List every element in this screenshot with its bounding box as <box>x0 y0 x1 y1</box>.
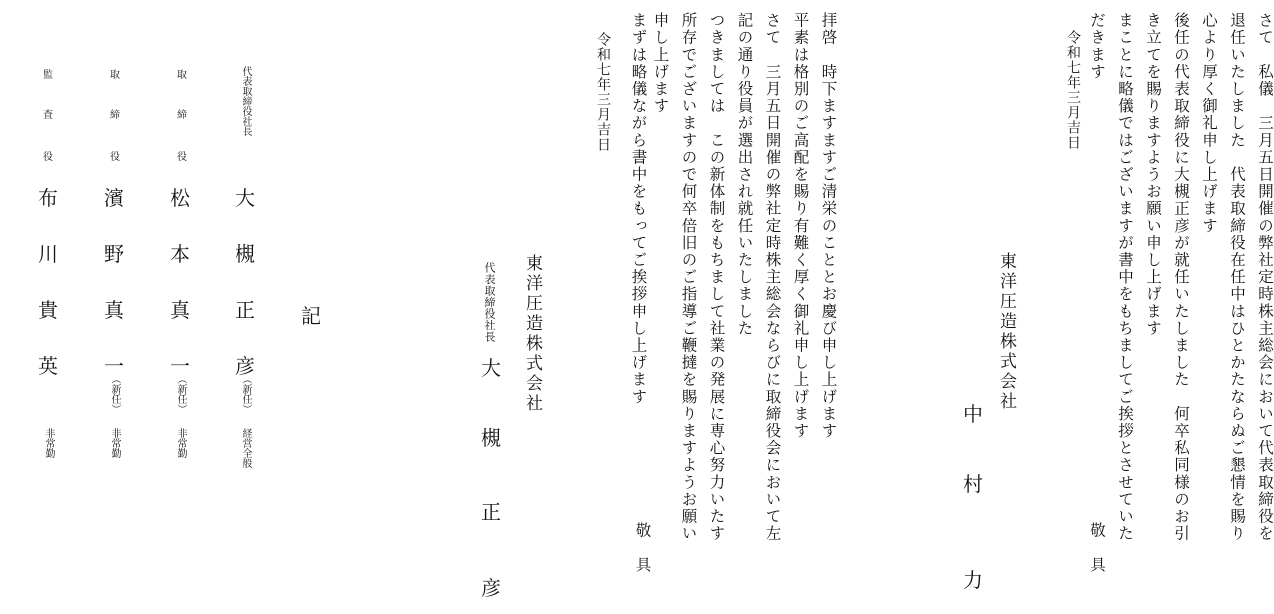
name-char: 真 <box>170 298 190 322</box>
name-char: 松 <box>170 186 190 210</box>
notice-line: 所存でございますので何卒倍旧のご指導ご鞭撻を賜りますようお願い <box>679 12 698 543</box>
officer-status: （新任） <box>240 374 251 414</box>
notice-line: 心より厚く御礼申し上げます <box>1200 12 1218 235</box>
signer-name <box>958 398 988 593</box>
notice-line: さて 私儀 三月五日開催の弊社定時株主総会において代表取締役を <box>1256 12 1274 543</box>
title-char: 取 <box>177 70 187 81</box>
notice-line: まことに略儀ではございますが書中をもちましてご挨拶とさせていた <box>1116 12 1134 543</box>
officer-name <box>231 182 259 379</box>
closing-keigu: 敬 具 <box>633 522 652 574</box>
signer-char: 力 <box>963 568 983 592</box>
name-char: 大 <box>235 186 255 210</box>
notice-line: 申し上げます <box>651 12 670 115</box>
title-char: 締 <box>177 110 187 121</box>
officer-status: （新任） <box>175 374 186 414</box>
title-char: 締 <box>110 110 120 121</box>
name-char: 貴 <box>38 298 58 322</box>
name-char: 英 <box>38 354 58 378</box>
signer-char: 大 <box>481 356 501 380</box>
signer-name <box>476 352 506 601</box>
name-char: 野 <box>104 242 124 266</box>
record-heading: 記 <box>301 304 321 328</box>
officer-title <box>172 66 192 163</box>
notice-line: つきましては この新体制をもちまして社業の発展に専心努力いたす <box>707 12 726 543</box>
name-char: 彦 <box>235 354 255 378</box>
title-char: 役 <box>110 152 120 163</box>
signer-char: 正 <box>481 500 501 524</box>
title-char: 査 <box>43 110 53 121</box>
signer-char: 槻 <box>481 426 501 450</box>
notice-line: き立てを賜りますようお願い申し上げます <box>1144 12 1162 337</box>
notice-line: 後任の代表取締役に大槻正彦が就任いたしました 何卒私同様のお引 <box>1172 12 1190 543</box>
name-char: 川 <box>38 242 58 266</box>
notice-line: 退任いたしました 代表取締役在任中はひとかたならぬご懇情を賜り <box>1228 12 1246 543</box>
signer-char: 中 <box>963 402 983 426</box>
name-char: 布 <box>38 186 58 210</box>
title-char: 役 <box>177 152 187 163</box>
officer-name <box>166 182 194 379</box>
name-char: 一 <box>170 354 190 378</box>
notice-line: 記の通り役員が選出され就任いたしました <box>735 12 754 337</box>
signer-char: 彦 <box>481 576 501 600</box>
officer-name <box>34 182 62 379</box>
name-char: 濱 <box>104 186 124 210</box>
notice-line: さて 三月五日開催の弊社定時株主総会ならびに取締役会において左 <box>763 12 782 543</box>
officer-role: 非常勤 <box>175 428 186 458</box>
notice-date: 令和七年三月吉日 <box>595 32 611 152</box>
officer-role: 非常勤 <box>43 428 54 458</box>
name-char: 一 <box>104 354 124 378</box>
name-char: 真 <box>104 298 124 322</box>
notice-date: 令和七年三月吉日 <box>1065 30 1081 150</box>
notice-line: 拝啓 時下ますますご清栄のこととお慶び申し上げます <box>819 12 838 440</box>
name-char: 本 <box>170 242 190 266</box>
notice-line: まずは略儀ながら書中をもってご挨拶申し上げます <box>629 12 648 406</box>
notice-line: だきます <box>1088 12 1106 81</box>
signer-title: 代表取締役社長 <box>483 262 496 343</box>
officer-role: 経営全般 <box>240 428 251 468</box>
title-char: 役 <box>43 152 53 163</box>
company-name: 東洋圧造株式会社 <box>996 252 1016 412</box>
closing-keigu: 敬 具 <box>1088 522 1106 574</box>
officer-title: 代表取締役社長 <box>240 66 251 136</box>
officer-name <box>100 182 128 379</box>
officer-status: （新任） <box>109 374 120 414</box>
officer-title <box>38 66 58 163</box>
company-name: 東洋圧造株式会社 <box>522 254 542 414</box>
name-char: 槻 <box>235 242 255 266</box>
title-char: 監 <box>43 70 53 81</box>
name-char: 正 <box>235 298 255 322</box>
signer-char: 村 <box>963 472 983 496</box>
title-char: 取 <box>110 70 120 81</box>
officer-title <box>105 66 125 163</box>
officer-role: 非常勤 <box>109 428 120 458</box>
notice-line: 平素は格別のご高配を賜り有難く厚く御礼申し上げます <box>791 12 810 440</box>
